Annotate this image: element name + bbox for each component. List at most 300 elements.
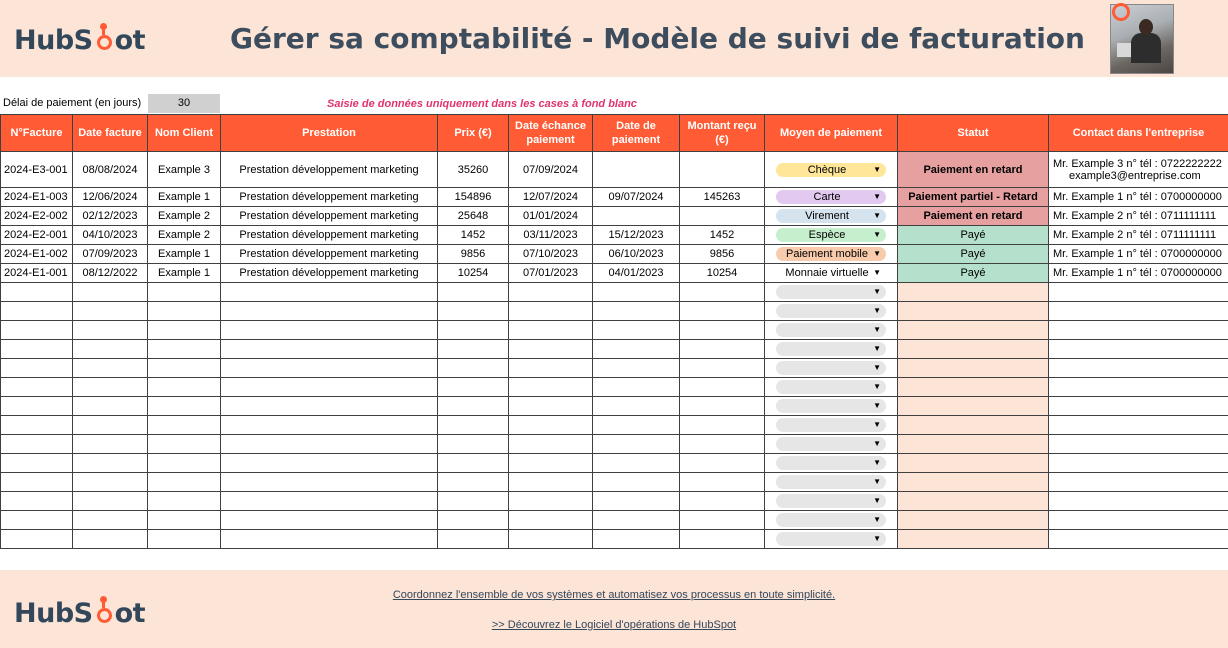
empty-cell[interactable] [680,397,765,416]
empty-cell[interactable] [509,473,593,492]
logo-text-left: Hub [14,598,74,629]
dropdown-caret-icon: ▼ [873,211,881,220]
payment-method-value: Virement [805,210,849,222]
empty-cell[interactable] [221,302,438,321]
empty-cell[interactable] [1049,454,1228,473]
empty-cell[interactable] [148,283,221,302]
price-cell[interactable]: 154896 [438,188,509,207]
empty-cell[interactable] [509,359,593,378]
empty-cell[interactable] [73,397,148,416]
payment-method-cell [765,264,898,283]
due-date-cell: 03/11/2023 [509,226,593,245]
empty-cell[interactable] [1,321,73,340]
empty-cell[interactable] [221,530,438,549]
empty-cell[interactable] [1,511,73,530]
payment-method-select[interactable] [776,163,886,177]
invoice-number-cell[interactable]: 2024-E2-002 [1,207,73,226]
payment-method-value: Paiement mobile [786,248,868,260]
empty-cell[interactable] [73,283,148,302]
logo-text-left: Hub [14,25,74,56]
payment-method-select[interactable] [776,304,886,318]
empty-cell[interactable] [438,473,509,492]
contact-line: Mr. Example 2 n° tél : 0711111111 [1053,210,1217,222]
invoice-number-cell[interactable]: 2024-E1-001 [1,264,73,283]
empty-cell[interactable] [148,397,221,416]
contact-cell[interactable] [1049,226,1228,245]
client-name-cell[interactable]: Example 2 [148,207,221,226]
service-cell[interactable]: Prestation développement marketing [221,226,438,245]
empty-cell[interactable] [73,378,148,397]
empty-cell[interactable] [221,321,438,340]
client-name-cell[interactable]: Example 1 [148,188,221,207]
empty-cell[interactable] [593,511,680,530]
invoice-date-cell[interactable]: 12/06/2024 [73,188,148,207]
empty-cell[interactable] [1049,492,1228,511]
empty-cell[interactable] [1049,359,1228,378]
price-cell[interactable]: 35260 [438,152,509,188]
empty-cell[interactable] [1,530,73,549]
contact-line: Mr. Example 1 n° tél : 0700000000 [1053,248,1222,260]
invoice-number-cell[interactable]: 2024-E1-002 [1,245,73,264]
empty-cell [898,283,1049,302]
payment-method-cell [765,152,898,188]
payment-method-select[interactable] [776,323,886,337]
empty-cell[interactable] [73,321,148,340]
empty-cell [898,511,1049,530]
empty-cell[interactable] [148,340,221,359]
empty-cell[interactable] [148,359,221,378]
table-row [1,226,1228,245]
empty-cell[interactable] [438,302,509,321]
column-header: Moyen de paiement [765,115,898,152]
empty-cell[interactable] [1,302,73,321]
payment-method-select[interactable] [776,532,886,546]
dropdown-caret-icon: ▼ [873,268,881,277]
empty-cell[interactable] [680,435,765,454]
delai-input[interactable]: 30 [148,94,220,113]
payment-method-cell [765,245,898,264]
payment-method-value: Chèque [807,163,847,176]
empty-cell[interactable] [765,511,898,530]
empty-cell[interactable] [221,378,438,397]
empty-cell[interactable] [765,435,898,454]
empty-cell[interactable] [509,454,593,473]
input-note: Saisie de données uniquement dans les cases à fond blanc [327,98,637,110]
payment-method-select[interactable] [776,285,886,299]
empty-cell[interactable] [680,454,765,473]
empty-cell[interactable] [680,473,765,492]
empty-row [1,359,1228,378]
empty-cell[interactable] [438,454,509,473]
empty-cell [898,492,1049,511]
empty-cell[interactable] [438,397,509,416]
empty-cell[interactable] [73,473,148,492]
payment-method-cell [765,188,898,207]
payment-method-select[interactable] [776,247,886,261]
dropdown-caret-icon: ▼ [873,249,881,258]
empty-cell[interactable] [1049,378,1228,397]
service-cell[interactable]: Prestation développement marketing [221,152,438,188]
dropdown-caret-icon: ▼ [873,325,881,334]
empty-cell[interactable] [1049,397,1228,416]
column-header: Contact dans l'entreprise [1049,115,1228,152]
payment-method-select[interactable] [776,380,886,394]
empty-cell[interactable] [148,435,221,454]
empty-cell[interactable] [680,302,765,321]
empty-cell[interactable] [765,454,898,473]
empty-cell[interactable] [1,473,73,492]
empty-cell[interactable] [1049,302,1228,321]
due-date-cell: 01/01/2024 [509,207,593,226]
empty-cell[interactable] [765,397,898,416]
empty-cell[interactable] [1049,511,1228,530]
payment-date-cell[interactable] [593,207,680,226]
empty-cell[interactable] [148,378,221,397]
empty-cell[interactable] [221,397,438,416]
invoice-date-cell[interactable]: 07/09/2023 [73,245,148,264]
empty-cell[interactable] [221,511,438,530]
empty-cell[interactable] [593,435,680,454]
column-header: Statut [898,115,1049,152]
empty-cell[interactable] [765,359,898,378]
empty-cell[interactable] [438,492,509,511]
empty-cell[interactable] [221,473,438,492]
contact-cell[interactable] [1049,188,1228,207]
empty-cell[interactable] [1,378,73,397]
invoice-number-cell[interactable]: 2024-E3-001 [1,152,73,188]
empty-cell[interactable] [593,321,680,340]
empty-cell[interactable] [593,359,680,378]
empty-cell[interactable] [765,340,898,359]
contact-line: Mr. Example 1 n° tél : 0700000000 [1053,191,1222,203]
empty-cell[interactable] [765,283,898,302]
delai-label: Délai de paiement (en jours) [3,97,142,109]
empty-cell[interactable] [509,321,593,340]
empty-cell[interactable] [765,473,898,492]
price-cell[interactable]: 9856 [438,245,509,264]
payment-method-select[interactable] [776,418,886,432]
empty-cell[interactable] [1,397,73,416]
empty-cell[interactable] [73,492,148,511]
empty-row [1,302,1228,321]
empty-cell[interactable] [509,416,593,435]
column-header: Date de paiement [593,115,680,152]
column-header: Date facture [73,115,148,152]
empty-cell[interactable] [593,340,680,359]
dropdown-caret-icon: ▼ [873,420,881,429]
empty-cell[interactable] [221,416,438,435]
empty-cell[interactable] [593,492,680,511]
table-row [1,207,1228,226]
empty-cell[interactable] [1049,473,1228,492]
logo-text-right: ot [114,598,146,629]
empty-cell[interactable] [680,492,765,511]
empty-cell[interactable] [593,283,680,302]
empty-cell[interactable] [680,340,765,359]
payment-method-value: Espèce [808,229,846,241]
empty-cell[interactable] [1,359,73,378]
empty-cell[interactable] [593,530,680,549]
empty-row [1,397,1228,416]
empty-cell [898,473,1049,492]
client-name-cell[interactable]: Example 3 [148,152,221,188]
empty-cell[interactable] [438,416,509,435]
empty-cell[interactable] [148,492,221,511]
due-date-cell: 07/10/2023 [509,245,593,264]
empty-cell[interactable] [765,416,898,435]
invoice-date-cell[interactable]: 02/12/2023 [73,207,148,226]
footer-link-operations[interactable]: >> Découvrez le Logiciel d'opérations de HubSpot [491,619,737,631]
contact-line: Mr. Example 1 n° tél : 0700000000 [1053,267,1222,279]
empty-cell[interactable] [73,416,148,435]
empty-cell[interactable] [593,397,680,416]
amount-received-cell[interactable] [680,207,765,226]
empty-cell[interactable] [1,492,73,511]
empty-cell[interactable] [438,378,509,397]
payment-date-cell[interactable]: 04/01/2023 [593,264,680,283]
logo-text-s: S [73,25,93,56]
empty-cell[interactable] [1049,283,1228,302]
empty-cell[interactable] [509,378,593,397]
empty-cell [898,321,1049,340]
empty-cell[interactable] [593,454,680,473]
price-cell[interactable]: 25648 [438,207,509,226]
payment-method-select[interactable] [776,513,886,527]
empty-cell[interactable] [509,530,593,549]
empty-cell[interactable] [509,511,593,530]
empty-cell[interactable] [1,283,73,302]
sprocket-icon [94,30,114,50]
payment-method-value: Carte [813,191,841,203]
empty-row [1,454,1228,473]
empty-cell[interactable] [148,473,221,492]
dropdown-caret-icon: ▼ [873,477,881,486]
amount-received-cell[interactable]: 9856 [680,245,765,264]
payment-method-select[interactable] [776,361,886,375]
payment-method-select[interactable] [776,190,886,204]
contact-cell[interactable] [1049,264,1228,283]
payment-method-select[interactable] [776,456,886,470]
empty-cell[interactable] [509,492,593,511]
payment-method-select[interactable] [776,228,886,242]
empty-cell[interactable] [438,321,509,340]
payment-method-select[interactable] [776,437,886,451]
client-name-cell[interactable]: Example 1 [148,264,221,283]
empty-cell[interactable] [680,530,765,549]
empty-row [1,435,1228,454]
price-cell[interactable]: 1452 [438,226,509,245]
empty-cell[interactable] [148,511,221,530]
logo-text-s: S [73,598,93,629]
empty-cell[interactable] [438,340,509,359]
empty-cell[interactable] [680,511,765,530]
dropdown-caret-icon: ▼ [873,534,881,543]
payment-method-select[interactable] [776,475,886,489]
contact-line: Mr. Example 2 n° tél : 0711111111 [1053,229,1217,241]
empty-cell[interactable] [1049,530,1228,549]
empty-cell [898,530,1049,549]
empty-cell[interactable] [593,473,680,492]
empty-cell[interactable] [148,530,221,549]
dropdown-caret-icon: ▼ [873,287,881,296]
empty-cell[interactable] [221,359,438,378]
status-cell: Payé [898,264,1049,283]
contact-cell[interactable] [1049,245,1228,264]
empty-cell[interactable] [509,397,593,416]
empty-cell[interactable] [1,454,73,473]
table-header-row [1,115,1228,152]
empty-cell[interactable] [765,378,898,397]
empty-cell[interactable] [1049,416,1228,435]
contact-cell[interactable] [1049,152,1228,188]
empty-cell[interactable] [221,492,438,511]
empty-cell[interactable] [438,359,509,378]
empty-cell[interactable] [1049,435,1228,454]
empty-cell[interactable] [221,283,438,302]
payment-method-select[interactable] [776,342,886,356]
empty-row [1,283,1228,302]
empty-cell [898,435,1049,454]
empty-cell[interactable] [680,378,765,397]
column-header: Date échance paiement [509,115,593,152]
empty-cell[interactable] [438,283,509,302]
payment-date-cell[interactable]: 15/12/2023 [593,226,680,245]
dropdown-caret-icon: ▼ [873,306,881,315]
invoice-table [0,114,1228,549]
payment-date-cell[interactable]: 09/07/2024 [593,188,680,207]
empty-row [1,340,1228,359]
client-name-cell[interactable]: Example 1 [148,245,221,264]
client-name-cell[interactable]: Example 2 [148,226,221,245]
empty-cell[interactable] [765,302,898,321]
column-header: Nom Client [148,115,221,152]
empty-cell[interactable] [73,340,148,359]
dropdown-caret-icon: ▼ [873,382,881,391]
empty-cell[interactable] [509,340,593,359]
empty-cell[interactable] [765,321,898,340]
empty-cell[interactable] [221,340,438,359]
due-date-cell: 12/07/2024 [509,188,593,207]
service-cell[interactable]: Prestation développement marketing [221,207,438,226]
payment-method-cell [765,207,898,226]
empty-cell[interactable] [73,359,148,378]
column-header: Prix (€) [438,115,509,152]
column-header: Montant reçu (€) [680,115,765,152]
dropdown-caret-icon: ▼ [873,344,881,353]
dropdown-caret-icon: ▼ [873,164,881,174]
invoice-number-cell[interactable]: 2024-E1-003 [1,188,73,207]
empty-cell[interactable] [593,378,680,397]
dropdown-caret-icon: ▼ [873,363,881,372]
invoice-date-cell[interactable]: 08/08/2024 [73,152,148,188]
column-header: Prestation [221,115,438,152]
empty-cell[interactable] [680,416,765,435]
page-title: Gérer sa comptabilité - Modèle de suivi de facturation [230,22,1085,55]
hubspot-logo[interactable] [14,25,145,56]
empty-cell[interactable] [765,492,898,511]
empty-cell [898,359,1049,378]
status-cell: Paiement en retard [898,207,1049,226]
payment-date-cell[interactable]: 06/10/2023 [593,245,680,264]
dropdown-caret-icon: ▼ [873,401,881,410]
empty-cell[interactable] [1,340,73,359]
empty-cell[interactable] [765,530,898,549]
empty-cell[interactable] [509,435,593,454]
empty-row [1,473,1228,492]
empty-cell[interactable] [438,435,509,454]
payment-method-select[interactable] [776,494,886,508]
dropdown-caret-icon: ▼ [873,230,881,239]
empty-cell[interactable] [73,435,148,454]
empty-cell[interactable] [221,454,438,473]
invoice-date-cell[interactable]: 08/12/2022 [73,264,148,283]
empty-cell[interactable] [509,302,593,321]
empty-cell[interactable] [221,435,438,454]
invoice-number-cell[interactable]: 2024-E2-001 [1,226,73,245]
empty-cell[interactable] [509,283,593,302]
empty-cell [898,340,1049,359]
empty-cell[interactable] [148,321,221,340]
status-cell: Payé [898,226,1049,245]
empty-cell[interactable] [1049,340,1228,359]
empty-cell[interactable] [438,511,509,530]
empty-cell [898,397,1049,416]
empty-row [1,416,1228,435]
service-cell[interactable]: Prestation développement marketing [221,245,438,264]
payment-method-select[interactable] [776,266,886,280]
payment-method-value: Monnaie virtuelle [785,267,869,279]
column-header: N°Facture [1,115,73,152]
amount-received-cell[interactable] [680,152,765,188]
empty-cell[interactable] [680,321,765,340]
footer-link-systems[interactable]: Coordonnez l'ensemble de vos systèmes et automatisez vos processus en toute simplicité. [392,589,836,601]
empty-cell[interactable] [73,454,148,473]
empty-cell[interactable] [73,530,148,549]
empty-cell [898,454,1049,473]
empty-cell[interactable] [438,530,509,549]
empty-cell[interactable] [593,302,680,321]
empty-cell[interactable] [73,511,148,530]
contact-cell[interactable] [1049,207,1228,226]
amount-received-cell[interactable]: 145263 [680,188,765,207]
empty-cell[interactable] [680,283,765,302]
amount-received-cell[interactable]: 1452 [680,226,765,245]
sprocket-ring-icon [1112,3,1130,21]
empty-cell[interactable] [148,302,221,321]
amount-received-cell[interactable]: 10254 [680,264,765,283]
service-cell[interactable]: Prestation développement marketing [221,264,438,283]
invoice-date-cell[interactable]: 04/10/2023 [73,226,148,245]
service-cell[interactable]: Prestation développement marketing [221,188,438,207]
empty-cell[interactable] [593,416,680,435]
payment-method-select[interactable] [776,209,886,223]
empty-cell[interactable] [148,416,221,435]
price-cell[interactable]: 10254 [438,264,509,283]
empty-row [1,530,1228,549]
contact-line: Mr. Example 3 n° tél : 0722222222 [1053,157,1222,170]
empty-cell[interactable] [1,435,73,454]
dropdown-caret-icon: ▼ [873,439,881,448]
empty-cell[interactable] [680,359,765,378]
dropdown-caret-icon: ▼ [873,515,881,524]
payment-method-select[interactable] [776,399,886,413]
empty-cell[interactable] [73,302,148,321]
payment-date-cell[interactable] [593,152,680,188]
empty-cell[interactable] [1049,321,1228,340]
empty-cell[interactable] [148,454,221,473]
empty-cell[interactable] [1,416,73,435]
dropdown-caret-icon: ▼ [873,496,881,505]
